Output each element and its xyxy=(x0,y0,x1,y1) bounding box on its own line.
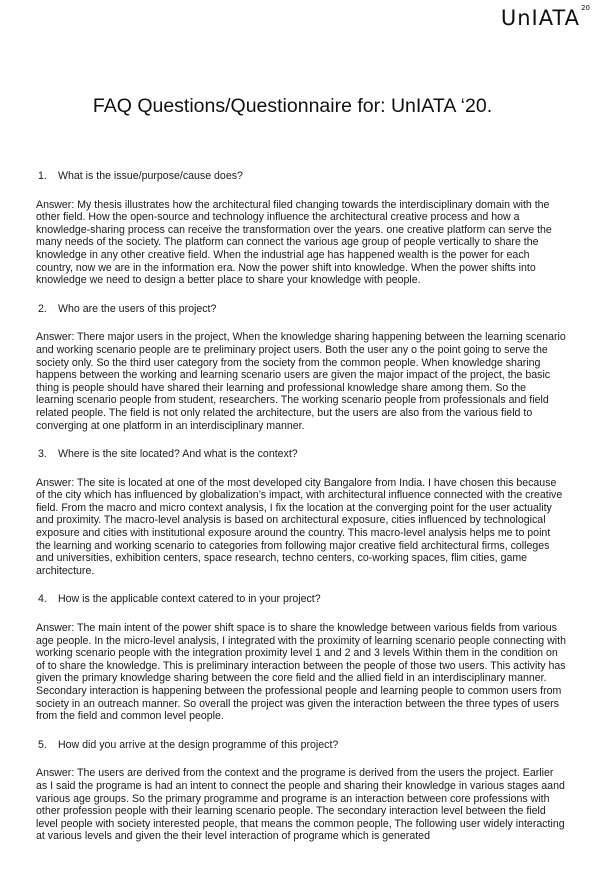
question-text: How is the applicable context catered to in your project? xyxy=(58,593,321,606)
question-text: Who are the users of this project? xyxy=(58,302,217,315)
faq-content xyxy=(36,170,566,859)
brand-name: UnIATA xyxy=(500,6,580,30)
question-number: 3. xyxy=(38,448,47,461)
answer-1: Answer: My thesis illustrates how the architectural filed changing towards the interdisciplinary domain with the other field. How the open-source and technology influence the architectural creative process and how a knowledge-sharing process can receive the transformation over the years. one creative platform can serve the many needs of the society. The platform can connect the various age group of people vertically to share the knowledge in any other creative field. When the industrial age has happened wealth is the power for each country, now we are in the information era. Now the power shift into knowledge. When the power shifts into knowledge we need to design a better place to share your knowledge with people. xyxy=(36,198,552,287)
question-text: Where is the site located? And what is the context? xyxy=(58,448,298,461)
question-number: 4. xyxy=(38,593,47,606)
question-number: 1. xyxy=(38,170,47,182)
question-4 xyxy=(36,593,566,606)
answer-3: Answer: The site is located at one of the most developed city Bangalore from India. I have chosen this because of the city which has influenced by globalization’s impact, with architectural influence connected with the creative field. From the macro and micro context analysis, I fix the location at the converging point for the user actuality and proximity. The macro-level analysis is based on architectural exposure, cities influenced by technological exposure and cities with institutional exposure around the country. This macro-level analysis helps me to point the learning and working scenario to categories from following major creative field architectural firms, colleges and universities, exhibition centers, space research, techno centers, co-working spaces, flim cities, game architecture. xyxy=(36,476,563,577)
question-text: How did you arrive at the design programme of this project? xyxy=(58,738,339,751)
question-3 xyxy=(36,448,566,461)
page-title: FAQ Questions/Questionnaire for: UnIATA ‘20. xyxy=(92,95,493,117)
question-number: 5. xyxy=(38,738,47,751)
answer-5: Answer: The users are derived from the context and the programe is derived from the users the project. Earlier as I said the programe is had an intent to connect the people and sharing their knowledge in various stages aand various age groups. So the primary programme and programe is an interaction between core professions with other profession people with their learning scenario people. The secondary interaction level between the field level people with society interested people, that means the common people, The following user widely interacting at various levels and given the their level interaction of programe which is generated xyxy=(36,767,565,843)
question-2 xyxy=(36,303,566,316)
brand-superscript: 20 xyxy=(581,4,590,12)
answer-2: Answer: There major users in the project, When the knowledge sharing happening between the learning scenario and working scenario people are te preliminary project users. Both the user any o the point going to serve the society only. So the third user category from the society from the common people. When knowledge sharing happens between the working and learning scenario users are given the major impact of the project, the basic thing is people should have shared their learning and professional knowledge share among them. So the learning scenario people from student, researchers. The working scenario people from professionals and field related people. The field is not only related the architecture, but the users are also from the various field to converging at one platform in an interdisciplinary manner. xyxy=(36,331,566,432)
question-1 xyxy=(36,170,566,183)
question-number: 2. xyxy=(38,302,47,315)
question-5 xyxy=(36,739,566,752)
question-text: What is the issue/purpose/cause does? xyxy=(58,170,243,182)
brand-logo xyxy=(500,4,590,30)
answer-4: Answer: The main intent of the power shift space is to share the knowledge between various fields from various age people. In the micro-level analysis, I integrated with the proximity of learning scenario people connecting with working scenario people with the integration proximity level 1 and 2 and 3 levels Within them in the condition on of to share the knowledge. This is preliminary interaction between the people of those two users. This activity has given the primary knowledge sharing between the core field and the allied field in an interdisciplinary manner. Secondary interaction is happening between the professional people and learning people to common users from society in an outreach manner. So overall the project was given the interaction between the three types of users from the field and common level people. xyxy=(36,622,566,723)
